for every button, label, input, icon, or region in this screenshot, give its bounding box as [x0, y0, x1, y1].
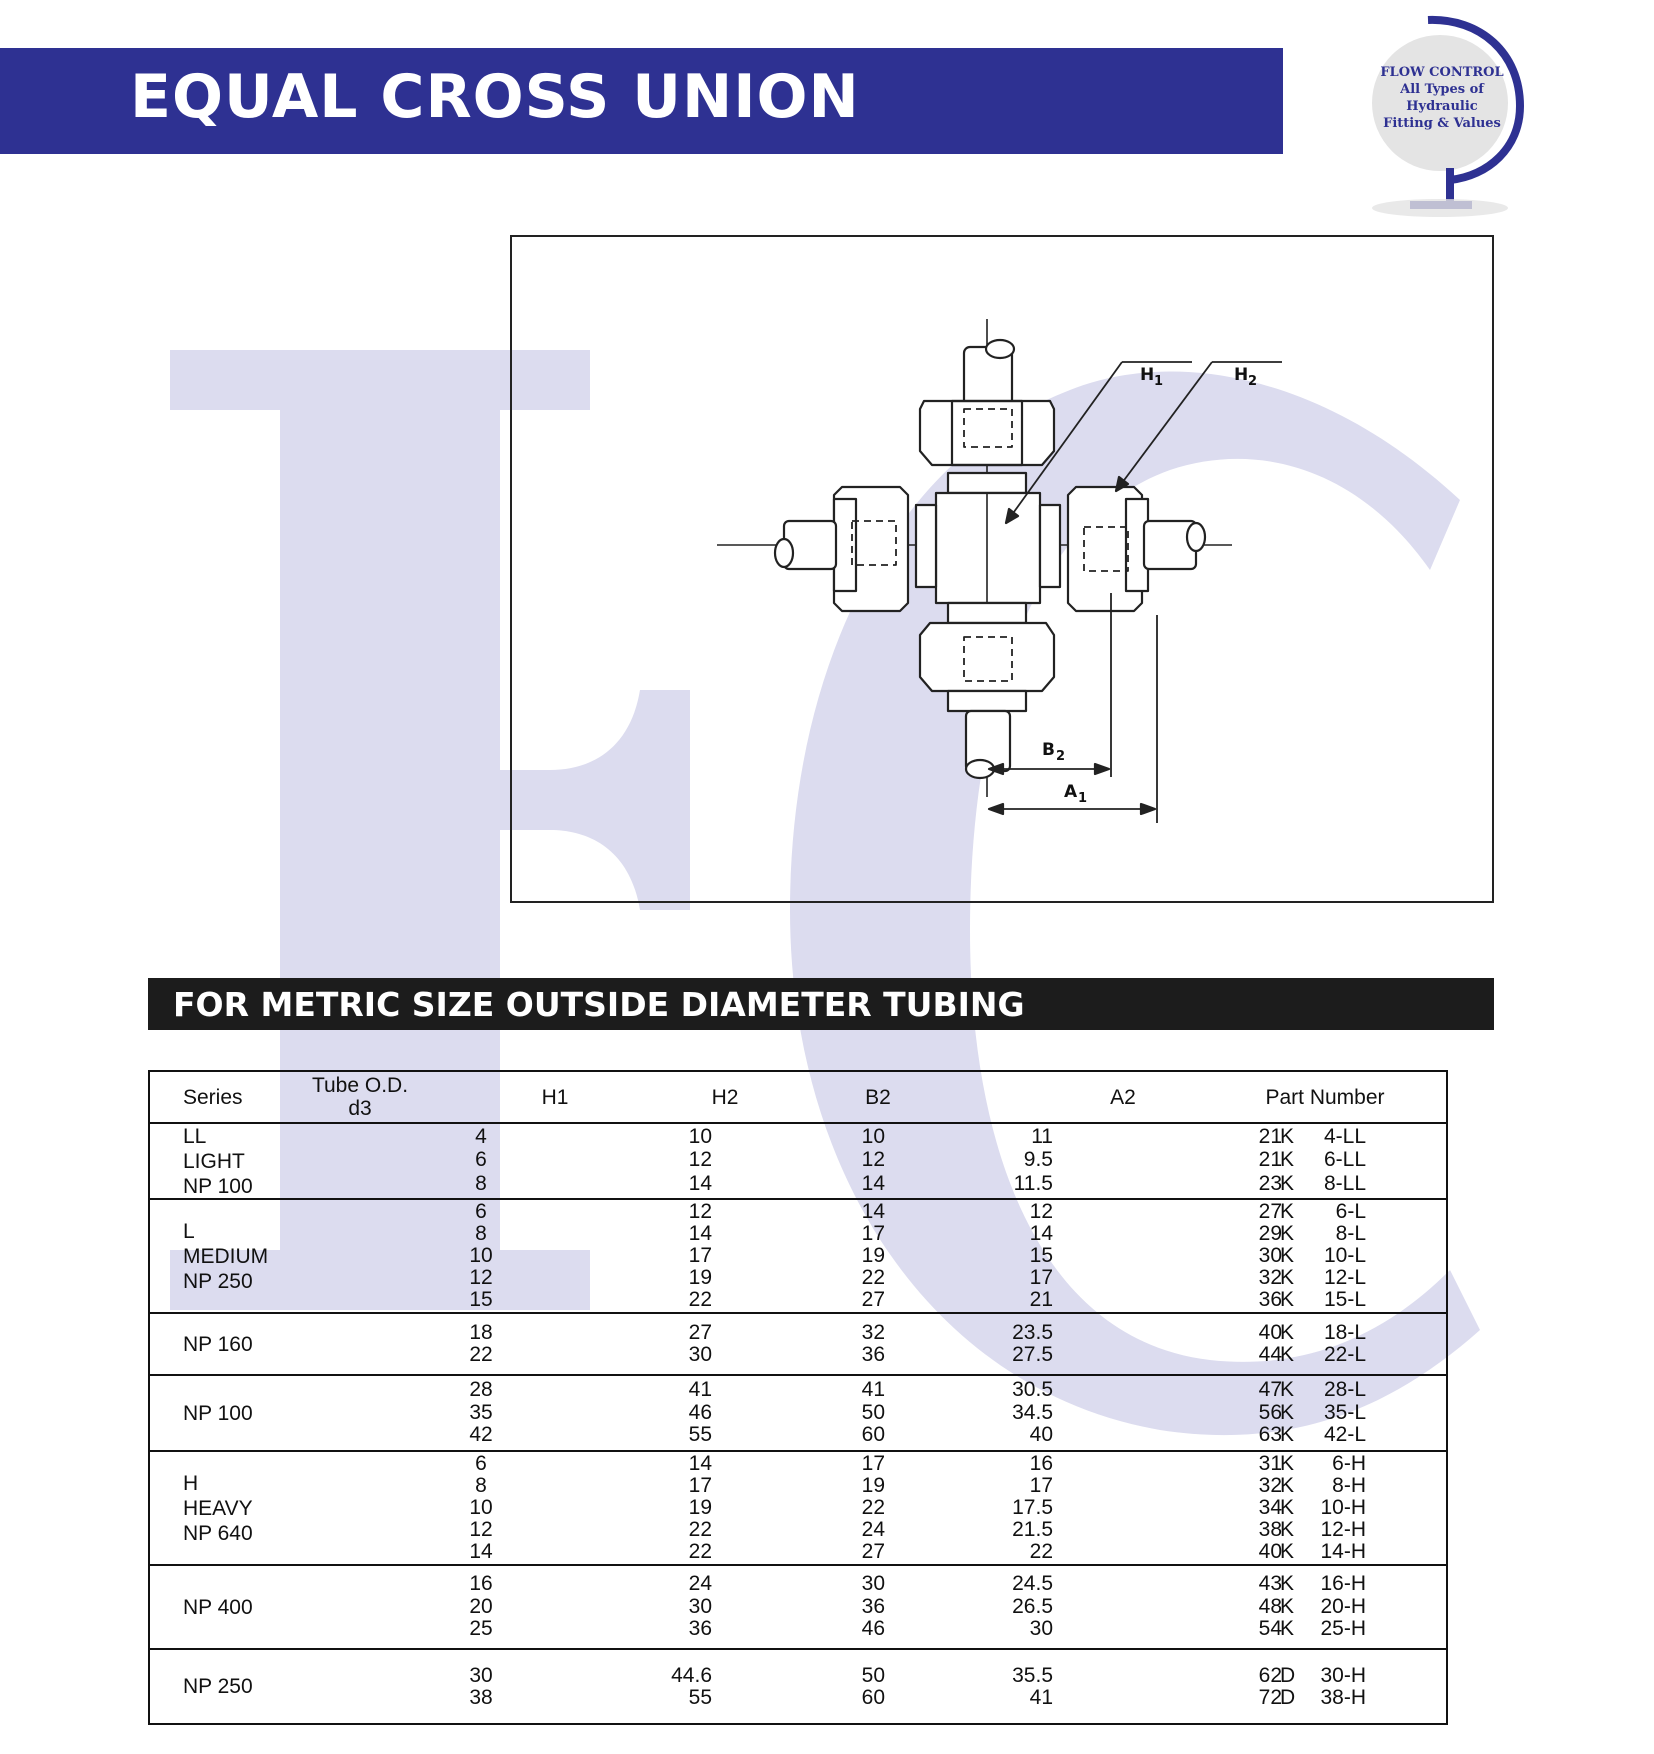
series-label: [183, 1219, 268, 1294]
part-code: 20-H: [1320, 1594, 1366, 1618]
page-title: EQUAL CROSS UNION: [130, 62, 860, 132]
header-tube-od-sub: d3: [348, 1097, 372, 1120]
h1-subscript: 1: [1154, 374, 1164, 389]
header-b2: B2: [865, 1086, 891, 1109]
h2-value: 27: [861, 1540, 885, 1563]
part-number: [1280, 1596, 1510, 1618]
h2-value: 19: [861, 1244, 885, 1267]
header-part-number: Part Number: [1265, 1086, 1385, 1109]
h1-value: 12: [688, 1148, 712, 1172]
h1-value: 17: [688, 1474, 712, 1497]
h1-value: 30: [688, 1343, 712, 1366]
part-code: 6-LL: [1323, 1148, 1366, 1172]
b2-value: 41: [1029, 1685, 1053, 1709]
part-prefix: K: [1280, 1617, 1295, 1641]
part-code: 25-H: [1320, 1617, 1366, 1641]
part-number: [1280, 1573, 1510, 1595]
b2-subscript: 2: [1056, 749, 1066, 764]
part-prefix: K: [1280, 1321, 1295, 1344]
tube-od-value: 25: [469, 1617, 493, 1641]
table-divider: [150, 1122, 1446, 1124]
a2-value: 72: [1258, 1685, 1282, 1709]
part-prefix: K: [1280, 1572, 1295, 1596]
part-prefix: K: [1280, 1266, 1295, 1289]
tube-od-value: 28: [469, 1378, 493, 1402]
h2-value: 14: [861, 1171, 885, 1195]
h2-value: 14: [861, 1200, 885, 1223]
part-number: [1280, 1541, 1510, 1563]
part-code: 28-L: [1323, 1378, 1366, 1402]
part-prefix: K: [1280, 1423, 1295, 1447]
part-prefix: K: [1280, 1378, 1295, 1402]
tube-od-value: 35: [469, 1400, 493, 1424]
tube-od-value: 8: [475, 1474, 487, 1497]
part-number: [1280, 1322, 1510, 1344]
h1-value: 19: [688, 1266, 712, 1289]
b2-value: 12: [1029, 1200, 1053, 1223]
part-prefix: K: [1280, 1148, 1295, 1172]
part-prefix: K: [1280, 1400, 1295, 1424]
part-number: [1280, 1618, 1510, 1640]
b2-value: 26.5: [1012, 1594, 1053, 1618]
a2-value: 29: [1258, 1222, 1282, 1245]
part-code: 10-L: [1323, 1244, 1366, 1267]
h2-value: 24: [861, 1518, 885, 1541]
series-line: NP 250: [183, 1675, 253, 1698]
h1-value: 46: [688, 1400, 712, 1424]
h1-value: 27: [688, 1321, 712, 1344]
part-code: 38-H: [1320, 1685, 1366, 1709]
part-code: 12-L: [1323, 1266, 1366, 1289]
h1-value: 14: [688, 1222, 712, 1245]
part-code: 35-L: [1323, 1400, 1366, 1424]
part-prefix: K: [1280, 1594, 1295, 1618]
b2-value: 23.5: [1012, 1321, 1053, 1344]
series-line: NP 160: [183, 1332, 253, 1356]
series-line: NP 250: [183, 1269, 253, 1293]
b2-value: 35.5: [1012, 1663, 1053, 1687]
b2-value: 24.5: [1012, 1572, 1053, 1596]
part-number: [1280, 1149, 1510, 1171]
h2-value: 60: [861, 1423, 885, 1447]
part-number: [1280, 1519, 1510, 1541]
series-line: H: [183, 1471, 199, 1495]
h1-label: H: [1140, 365, 1155, 385]
a2-value: 30: [1258, 1244, 1282, 1267]
part-code: 18-L: [1323, 1321, 1366, 1344]
h2-subscript: 2: [1248, 374, 1258, 389]
h1-value: 36: [688, 1617, 712, 1641]
a2-value: 62: [1258, 1663, 1282, 1687]
series-label: [183, 1674, 253, 1699]
h2-value: 41: [861, 1378, 885, 1402]
table-divider: [150, 1564, 1446, 1566]
part-code: 8-L: [1335, 1222, 1366, 1245]
a2-value: 47: [1258, 1378, 1282, 1402]
tube-od-value: 18: [469, 1321, 493, 1344]
a1-subscript: 1: [1078, 791, 1088, 806]
h1-value: 19: [688, 1496, 712, 1519]
part-code: 15-L: [1323, 1288, 1366, 1311]
part-prefix: K: [1280, 1452, 1295, 1475]
series-line: NP 400: [183, 1595, 253, 1619]
h2-value: 12: [861, 1148, 885, 1172]
a2-value: 32: [1258, 1266, 1282, 1289]
a2-value: 36: [1258, 1288, 1282, 1311]
b2-value: 11: [1031, 1124, 1053, 1148]
a2-value: 34: [1258, 1496, 1282, 1519]
part-number: [1280, 1344, 1510, 1366]
a2-value: 43: [1258, 1572, 1282, 1596]
b2-value: 30.5: [1012, 1378, 1053, 1402]
h1-value: 44.6: [671, 1663, 712, 1687]
tube-od-value: 12: [469, 1266, 493, 1289]
table-divider: [150, 1648, 1446, 1650]
h1-value: 24: [688, 1572, 712, 1596]
tube-od-value: 16: [469, 1572, 493, 1596]
b2-value: 17: [1029, 1266, 1053, 1289]
part-number: [1280, 1424, 1510, 1446]
cross-union-drawing: [512, 237, 1492, 901]
b2-value: 22: [1029, 1540, 1053, 1563]
b2-value: 17: [1029, 1474, 1053, 1497]
part-prefix: K: [1280, 1343, 1295, 1366]
h2-value: 17: [861, 1452, 885, 1475]
h1-value: 14: [688, 1171, 712, 1195]
b2-value: 11.5: [1013, 1171, 1053, 1195]
series-label: [183, 1332, 253, 1357]
tube-od-value: 6: [475, 1452, 487, 1475]
a2-value: 31: [1258, 1452, 1282, 1475]
header-tube-od: [310, 1074, 410, 1120]
b2-label: B: [1042, 740, 1055, 760]
part-number: [1280, 1402, 1510, 1424]
part-code: 22-L: [1323, 1343, 1366, 1366]
h2-value: 36: [861, 1594, 885, 1618]
part-code: 12-H: [1320, 1518, 1366, 1541]
part-code: 30-H: [1320, 1663, 1366, 1687]
a2-value: 23: [1258, 1171, 1282, 1195]
b2-value: 34.5: [1012, 1400, 1053, 1424]
part-code: 8-H: [1332, 1474, 1366, 1497]
part-prefix: K: [1280, 1496, 1295, 1519]
a2-value: 38: [1258, 1518, 1282, 1541]
part-number: [1280, 1687, 1510, 1709]
b2-value: 27.5: [1012, 1343, 1053, 1366]
logo-line-3: Hydraulic: [1406, 99, 1478, 114]
a2-value: 48: [1258, 1594, 1282, 1618]
h1-value: 41: [688, 1378, 712, 1402]
dimension-table: [148, 1070, 1448, 1725]
part-number: [1280, 1173, 1510, 1195]
h1-value: 12: [688, 1200, 712, 1223]
part-code: 6-H: [1332, 1452, 1366, 1475]
b2-value: 15: [1029, 1244, 1053, 1267]
series-line: NP 100: [183, 1401, 253, 1425]
h1-value: 22: [688, 1540, 712, 1563]
h2-value: 36: [861, 1343, 885, 1366]
part-prefix: K: [1280, 1540, 1295, 1563]
h2-value: 46: [861, 1617, 885, 1641]
part-number: [1280, 1201, 1510, 1223]
series-line: L: [183, 1219, 195, 1243]
tube-od-value: 30: [469, 1663, 493, 1687]
b2-value: 16: [1029, 1452, 1053, 1475]
logo-line-brand: FLOW CONTROL: [1380, 65, 1504, 80]
h2-value: 50: [861, 1400, 885, 1424]
h2-value: 22: [861, 1266, 885, 1289]
h1-value: 22: [688, 1518, 712, 1541]
b2-value: 14: [1029, 1222, 1053, 1245]
part-number: [1280, 1289, 1510, 1311]
part-number: [1280, 1245, 1510, 1267]
series-line: MEDIUM: [183, 1244, 269, 1268]
logo-line-2: All Types of: [1400, 82, 1484, 97]
h2-value: 17: [861, 1222, 885, 1245]
series-line: LIGHT: [183, 1149, 245, 1173]
part-prefix: D: [1280, 1685, 1296, 1709]
part-number: [1280, 1126, 1510, 1148]
b2-value: 21.5: [1012, 1518, 1053, 1541]
h1-value: 14: [688, 1452, 712, 1475]
b2-value: 9.5: [1023, 1148, 1053, 1172]
h1-value: 17: [688, 1244, 712, 1267]
part-code: 14-H: [1320, 1540, 1366, 1563]
tube-od-value: 14: [469, 1540, 493, 1563]
series-line: NP 100: [183, 1174, 253, 1198]
a2-value: 44: [1258, 1343, 1282, 1366]
series-line: NP 640: [183, 1521, 253, 1545]
table-divider: [150, 1198, 1446, 1200]
part-code: 4-LL: [1323, 1124, 1366, 1148]
series-line: LL: [183, 1124, 207, 1148]
series-line: HEAVY: [183, 1496, 253, 1520]
b2-value: 21: [1029, 1288, 1053, 1311]
header-h2: H2: [711, 1086, 739, 1109]
b2-value: 17.5: [1012, 1496, 1053, 1519]
h1-value: 22: [688, 1288, 712, 1311]
part-prefix: K: [1280, 1200, 1295, 1223]
tube-od-value: 22: [469, 1343, 493, 1366]
tube-od-value: 15: [469, 1288, 493, 1311]
part-code: 10-H: [1320, 1496, 1366, 1519]
part-number: [1280, 1665, 1510, 1687]
part-number: [1280, 1267, 1510, 1289]
a2-value: 27: [1258, 1200, 1282, 1223]
tube-od-value: 10: [469, 1496, 493, 1519]
part-prefix: K: [1280, 1171, 1295, 1195]
table-divider: [150, 1450, 1446, 1452]
part-number: [1280, 1497, 1510, 1519]
section-title: FOR METRIC SIZE OUTSIDE DIAMETER TUBING: [173, 985, 1025, 1024]
h2-value: 32: [861, 1321, 885, 1344]
tube-od-value: 6: [475, 1148, 487, 1172]
a2-value: 63: [1258, 1423, 1282, 1447]
a2-value: 21: [1258, 1148, 1282, 1172]
header-tube-od-label: Tube O.D.: [311, 1074, 409, 1097]
a2-value: 56: [1258, 1400, 1282, 1424]
part-code: 6-L: [1335, 1200, 1366, 1223]
h2-value: 10: [861, 1124, 885, 1148]
part-number: [1280, 1223, 1510, 1245]
part-prefix: K: [1280, 1124, 1295, 1148]
b2-value: 40: [1029, 1423, 1053, 1447]
table-divider: [150, 1312, 1446, 1314]
h2-value: 19: [861, 1474, 885, 1497]
drawing-frame: [510, 235, 1494, 903]
h1-value: 10: [688, 1124, 712, 1148]
h1-value: 30: [688, 1594, 712, 1618]
logo-line-4: Fitting & Values: [1383, 116, 1501, 131]
table-divider: [150, 1374, 1446, 1376]
part-code: 8-LL: [1323, 1171, 1366, 1195]
h1-value: 55: [688, 1423, 712, 1447]
header-series: Series: [183, 1086, 243, 1109]
tube-od-value: 42: [469, 1423, 493, 1447]
b2-value: 30: [1029, 1617, 1053, 1641]
tube-od-value: 38: [469, 1685, 493, 1709]
tube-od-value: 12: [469, 1518, 493, 1541]
series-label: [183, 1124, 253, 1199]
h2-label: H: [1234, 365, 1249, 385]
part-prefix: K: [1280, 1518, 1295, 1541]
part-prefix: K: [1280, 1244, 1295, 1267]
a2-value: 40: [1258, 1540, 1282, 1563]
header-a2: A2: [1110, 1086, 1136, 1109]
header-h1: H1: [541, 1086, 569, 1109]
part-prefix: K: [1280, 1474, 1295, 1497]
h2-value: 27: [861, 1288, 885, 1311]
part-code: 16-H: [1320, 1572, 1366, 1596]
series-label: [183, 1471, 253, 1546]
h2-value: 30: [861, 1572, 885, 1596]
h2-value: 22: [861, 1496, 885, 1519]
h1-value: 55: [688, 1685, 712, 1709]
logo-text: [1372, 64, 1512, 132]
part-prefix: D: [1280, 1663, 1296, 1687]
part-prefix: K: [1280, 1288, 1295, 1311]
tube-od-value: 8: [475, 1171, 487, 1195]
a2-value: 54: [1258, 1617, 1282, 1641]
tube-od-value: 8: [475, 1222, 487, 1245]
tube-od-value: 6: [475, 1200, 487, 1223]
a2-value: 32: [1258, 1474, 1282, 1497]
series-label: [183, 1401, 253, 1426]
h2-value: 50: [861, 1663, 885, 1687]
part-number: [1280, 1475, 1510, 1497]
a1-label: A: [1064, 782, 1078, 802]
h2-value: 60: [861, 1685, 885, 1709]
part-number: [1280, 1379, 1510, 1401]
tube-od-value: 4: [475, 1124, 487, 1148]
part-code: 42-L: [1323, 1423, 1366, 1447]
tube-od-value: 10: [469, 1244, 493, 1267]
part-number: [1280, 1453, 1510, 1475]
a2-value: 40: [1258, 1321, 1282, 1344]
a2-value: 21: [1258, 1124, 1282, 1148]
tube-od-value: 20: [469, 1594, 493, 1618]
series-label: [183, 1595, 253, 1620]
part-prefix: K: [1280, 1222, 1295, 1245]
